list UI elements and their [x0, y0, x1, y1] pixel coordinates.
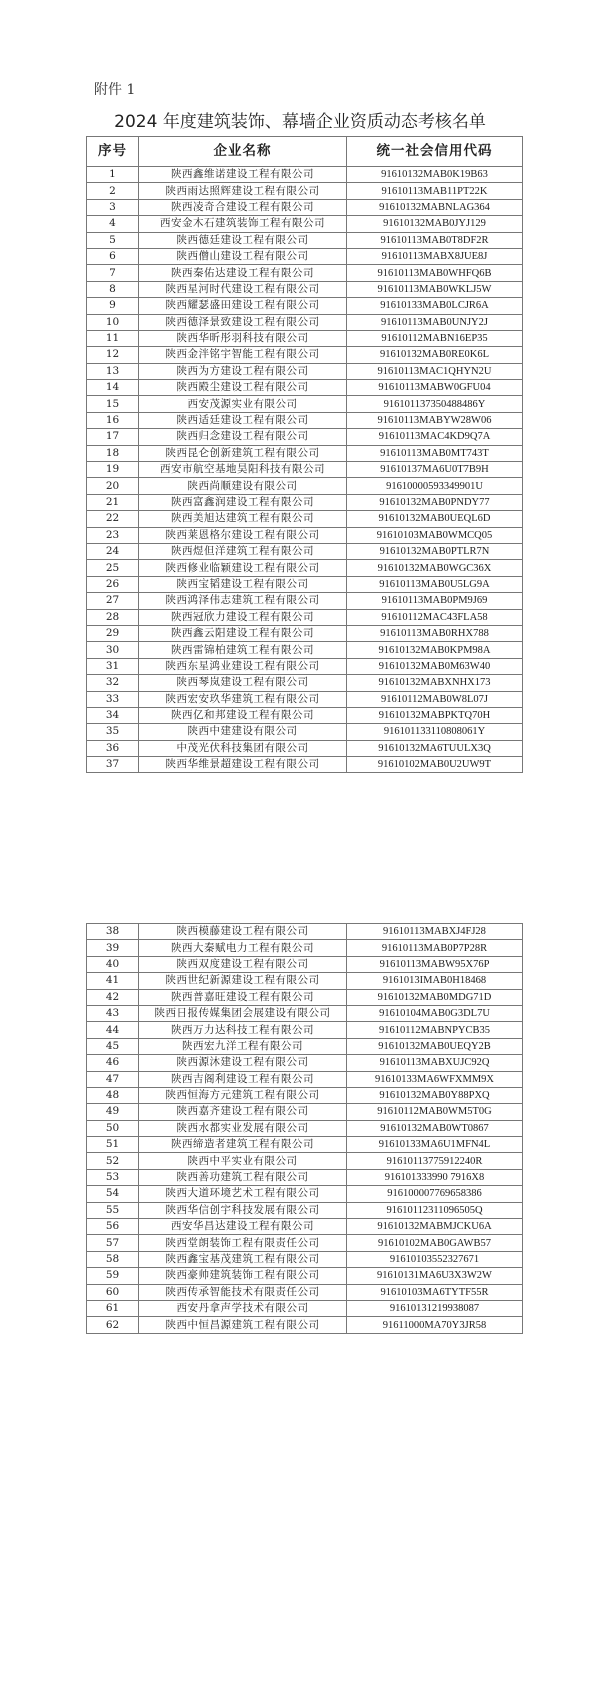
credit-code: 91610113MAB0WHFQ6B — [347, 265, 523, 281]
company-name: 西安市航空基地昊阳科技有限公司 — [139, 462, 347, 478]
company-name: 陕西鑫维诺建设工程有限公司 — [139, 167, 347, 183]
credit-code: 91610102MAB0U2UW9T — [347, 757, 523, 773]
table-row — [87, 609, 523, 625]
company-name: 陕西煜但洋建筑工程有限公司 — [139, 543, 347, 559]
credit-code: 91610132MAB0M63W40 — [347, 658, 523, 674]
table-row — [87, 265, 523, 281]
credit-code: 91610103552327671 — [347, 1251, 523, 1267]
credit-code: 91610113MAB0WKLJ5W — [347, 281, 523, 297]
company-name: 陕西世纪新源建设工程有限公司 — [139, 973, 347, 989]
credit-code: 91610132MA6TUULX3Q — [347, 740, 523, 756]
row-index: 36 — [87, 740, 139, 756]
row-index: 19 — [87, 462, 139, 478]
row-index: 39 — [87, 940, 139, 956]
row-index: 46 — [87, 1055, 139, 1071]
company-name: 陕西中平实业有限公司 — [139, 1153, 347, 1169]
company-name: 陕西秦佑达建设工程有限公司 — [139, 265, 347, 281]
company-name: 陕西富鑫润建设工程有限公司 — [139, 494, 347, 510]
table-row — [87, 1153, 523, 1169]
table-row — [87, 281, 523, 297]
credit-code: 91610113MAB11PT22K — [347, 183, 523, 199]
credit-code: 916101137350488486Y — [347, 396, 523, 412]
table-row — [87, 216, 523, 232]
row-index: 10 — [87, 314, 139, 330]
company-name: 陕西吉阁利建设工程有限公司 — [139, 1071, 347, 1087]
table-row — [87, 973, 523, 989]
credit-code: 91610113MAB0U5LG9A — [347, 576, 523, 592]
table-row — [87, 232, 523, 248]
row-index: 41 — [87, 973, 139, 989]
company-name: 陕西归念建设工程有限公司 — [139, 429, 347, 445]
row-index: 28 — [87, 609, 139, 625]
credit-code: 91610112311096505Q — [347, 1202, 523, 1218]
credit-code: 91610113MABXJ4FJ28 — [347, 924, 523, 940]
credit-code: 91610112MAC43FLA58 — [347, 609, 523, 625]
table-row — [87, 1202, 523, 1218]
credit-code: 91610132MABMJCKU6A — [347, 1219, 523, 1235]
row-index: 57 — [87, 1235, 139, 1251]
document-title: 2024 年度建筑装饰、幕墙企业资质动态考核名单 — [114, 112, 486, 132]
row-index: 44 — [87, 1022, 139, 1038]
table-row — [87, 740, 523, 756]
table-row — [87, 1186, 523, 1202]
row-index: 55 — [87, 1202, 139, 1218]
row-index: 18 — [87, 445, 139, 461]
table-row — [87, 658, 523, 674]
credit-code: 91610113MAB0UNJY2J — [347, 314, 523, 330]
table-row — [87, 347, 523, 363]
company-name: 西安茂源实业有限公司 — [139, 396, 347, 412]
row-index: 12 — [87, 347, 139, 363]
row-index: 5 — [87, 232, 139, 248]
credit-code: 91610133MAB0LCJR6A — [347, 298, 523, 314]
company-name: 陕西美旭达建筑工程有限公司 — [139, 511, 347, 527]
table-row — [87, 380, 523, 396]
row-index: 34 — [87, 707, 139, 723]
company-name: 陕西中建建设有限公司 — [139, 724, 347, 740]
row-index: 52 — [87, 1153, 139, 1169]
table-row — [87, 1071, 523, 1087]
company-name: 陕西中恒昌源建筑工程有限公司 — [139, 1317, 347, 1333]
credit-code: 91610103MA6TYTF55R — [347, 1284, 523, 1300]
row-index: 27 — [87, 593, 139, 609]
table-row — [87, 593, 523, 609]
company-name: 陕西鑫云阳建设工程有限公司 — [139, 625, 347, 641]
credit-code: 91610131219938087 — [347, 1300, 523, 1316]
row-index: 4 — [87, 216, 139, 232]
company-name: 陕西金泮铭宇智能工程有限公司 — [139, 347, 347, 363]
company-name: 陕西东星鸿业建设工程有限公司 — [139, 658, 347, 674]
roster-table-part-1 — [86, 136, 523, 773]
row-index: 11 — [87, 330, 139, 346]
table-row — [87, 363, 523, 379]
table-row — [87, 183, 523, 199]
row-index: 2 — [87, 183, 139, 199]
row-index: 54 — [87, 1186, 139, 1202]
header-index: 序号 — [87, 137, 139, 167]
company-name: 陕西嘉齐建设工程有限公司 — [139, 1104, 347, 1120]
table-row — [87, 1251, 523, 1267]
table-row — [87, 1005, 523, 1021]
credit-code: 91610113MABYW28W06 — [347, 412, 523, 428]
table-row — [87, 1104, 523, 1120]
table-row — [87, 298, 523, 314]
table-row — [87, 396, 523, 412]
table-row — [87, 543, 523, 559]
company-name: 陕西豪帅建筑装饰工程有限公司 — [139, 1268, 347, 1284]
company-name: 陕西冠欣力建设工程有限公司 — [139, 609, 347, 625]
company-name: 陕西尚顺建设有限公司 — [139, 478, 347, 494]
credit-code: 91610113MABW95X76P — [347, 956, 523, 972]
company-name: 陕西宝韬建设工程有限公司 — [139, 576, 347, 592]
credit-code: 91610113MABXUJC92Q — [347, 1055, 523, 1071]
company-name: 陕西恒海方元建筑工程有限公司 — [139, 1087, 347, 1103]
credit-code: 91610112MAB0WM5T0G — [347, 1104, 523, 1120]
credit-code: 91610103MAB0WMCQ05 — [347, 527, 523, 543]
row-index: 20 — [87, 478, 139, 494]
table-row — [87, 1219, 523, 1235]
credit-code: 9161013IMAB0H18468 — [347, 973, 523, 989]
table-row — [87, 1317, 523, 1333]
row-index: 47 — [87, 1071, 139, 1087]
table-row — [87, 462, 523, 478]
table-row — [87, 1284, 523, 1300]
credit-code: 91610113MAB0PM9J69 — [347, 593, 523, 609]
company-name: 陕西传承智能技术有限责任公司 — [139, 1284, 347, 1300]
table-row — [87, 576, 523, 592]
row-index: 8 — [87, 281, 139, 297]
table-row — [87, 1087, 523, 1103]
table-row — [87, 494, 523, 510]
row-index: 26 — [87, 576, 139, 592]
table-row — [87, 956, 523, 972]
company-name: 陕西华信创宇科技发展有限公司 — [139, 1202, 347, 1218]
row-index: 23 — [87, 527, 139, 543]
table-row — [87, 1235, 523, 1251]
company-name: 陕西缔造者建筑工程有限公司 — [139, 1137, 347, 1153]
credit-code: 916101333990 7916X8 — [347, 1169, 523, 1185]
company-name: 陕西宏九洋工程有限公司 — [139, 1038, 347, 1054]
row-index: 43 — [87, 1005, 139, 1021]
table-row — [87, 511, 523, 527]
row-index: 60 — [87, 1284, 139, 1300]
row-index: 14 — [87, 380, 139, 396]
table-row — [87, 560, 523, 576]
row-index: 15 — [87, 396, 139, 412]
row-index: 6 — [87, 248, 139, 264]
credit-code: 91610113MAC4KD9Q7A — [347, 429, 523, 445]
credit-code: 91610112MAB0W8L07J — [347, 691, 523, 707]
company-name: 陕西为方建设工程有限公司 — [139, 363, 347, 379]
company-name: 陕西亿和邦建设工程有限公司 — [139, 707, 347, 723]
row-index: 21 — [87, 494, 139, 510]
table-row — [87, 429, 523, 445]
credit-code: 91610132MAB0PTLR7N — [347, 543, 523, 559]
company-name: 陕西大秦赋电力工程有限公司 — [139, 940, 347, 956]
credit-code: 91610132MAB0WT0867 — [347, 1120, 523, 1136]
company-name: 陕西昆仑创新建筑工程有限公司 — [139, 445, 347, 461]
row-index: 59 — [87, 1268, 139, 1284]
table-row — [87, 412, 523, 428]
company-name: 中茂光伏科技集团有限公司 — [139, 740, 347, 756]
row-index: 3 — [87, 199, 139, 215]
row-index: 16 — [87, 412, 139, 428]
row-index: 38 — [87, 924, 139, 940]
company-name: 陕西雨达照辉建设工程有限公司 — [139, 183, 347, 199]
row-index: 30 — [87, 642, 139, 658]
table-row — [87, 675, 523, 691]
credit-code: 91610132MAB0JYJ129 — [347, 216, 523, 232]
company-name: 西安金木石建筑装饰工程有限公司 — [139, 216, 347, 232]
credit-code: 91610132MAB0UEQL6D — [347, 511, 523, 527]
company-name: 陕西莱恩格尔建设工程有限公司 — [139, 527, 347, 543]
company-name: 陕西星河时代建设工程有限公司 — [139, 281, 347, 297]
table-row — [87, 1268, 523, 1284]
row-index: 22 — [87, 511, 139, 527]
row-index: 24 — [87, 543, 139, 559]
company-name: 陕西凌奇合建设工程有限公司 — [139, 199, 347, 215]
table-row — [87, 248, 523, 264]
company-name: 陕西普嘉旺建设工程有限公司 — [139, 989, 347, 1005]
company-name: 陕西大道环境艺术工程有限公司 — [139, 1186, 347, 1202]
company-name: 西安丹拿声学技术有限公司 — [139, 1300, 347, 1316]
credit-code: 91610131MA6U3X3W2W — [347, 1268, 523, 1284]
credit-code: 91610112MABN16EP35 — [347, 330, 523, 346]
credit-code: 91610132MAB0RE0K6L — [347, 347, 523, 363]
credit-code: 91610133MA6WFXMM9X — [347, 1071, 523, 1087]
credit-code: 91610132MAB0PNDY77 — [347, 494, 523, 510]
row-index: 40 — [87, 956, 139, 972]
credit-code: 916100007769658386 — [347, 1186, 523, 1202]
credit-code: 91610112MABNPYCB35 — [347, 1022, 523, 1038]
row-index: 37 — [87, 757, 139, 773]
company-name: 陕西日报传媒集团会展建设有限公司 — [139, 1005, 347, 1021]
credit-code: 91610132MAB0Y88PXQ — [347, 1087, 523, 1103]
row-index: 35 — [87, 724, 139, 740]
table-row — [87, 1300, 523, 1316]
attachment-label: 附件 1 — [94, 82, 136, 98]
table-row — [87, 445, 523, 461]
credit-code: 91610102MAB0GAWB57 — [347, 1235, 523, 1251]
company-name: 陕西华昕彤羽科技有限公司 — [139, 330, 347, 346]
company-name: 陕西华维景超建设工程有限公司 — [139, 757, 347, 773]
company-name: 陕西万力达科技工程有限公司 — [139, 1022, 347, 1038]
table-row — [87, 724, 523, 740]
company-name: 陕西雷锦柏建筑工程有限公司 — [139, 642, 347, 658]
company-name: 陕西琴岚建设工程有限公司 — [139, 675, 347, 691]
table-row — [87, 757, 523, 773]
row-index: 49 — [87, 1104, 139, 1120]
row-index: 25 — [87, 560, 139, 576]
credit-code: 916101133110808061Y — [347, 724, 523, 740]
company-name: 陕西德廷建设工程有限公司 — [139, 232, 347, 248]
table-row — [87, 199, 523, 215]
row-index: 48 — [87, 1087, 139, 1103]
company-name: 陕西宏安玖华建筑工程有限公司 — [139, 691, 347, 707]
company-name: 陕西双度建设工程有限公司 — [139, 956, 347, 972]
table-row — [87, 478, 523, 494]
row-index: 62 — [87, 1317, 139, 1333]
company-name: 陕西水都实业发展有限公司 — [139, 1120, 347, 1136]
row-index: 17 — [87, 429, 139, 445]
company-name: 陕西耀瑟盛田建设工程有限公司 — [139, 298, 347, 314]
roster-table-part-2 — [86, 923, 523, 1334]
table-row — [87, 1137, 523, 1153]
credit-code: 91610132MABXNHX173 — [347, 675, 523, 691]
company-name: 陕西源沐建设工程有限公司 — [139, 1055, 347, 1071]
credit-code: 91610000593349901U — [347, 478, 523, 494]
company-name: 陕西鸿泽伟志建筑工程有限公司 — [139, 593, 347, 609]
table-row — [87, 330, 523, 346]
company-name: 陕西适廷建设工程有限公司 — [139, 412, 347, 428]
credit-code: 91610113MAC1QHYN2U — [347, 363, 523, 379]
header-credit-code: 统一社会信用代码 — [347, 137, 523, 167]
table-row — [87, 1022, 523, 1038]
table-row — [87, 527, 523, 543]
row-index: 13 — [87, 363, 139, 379]
credit-code: 91610137MA6U0T7B9H — [347, 462, 523, 478]
row-index: 53 — [87, 1169, 139, 1185]
company-name: 陕西殿尘建设工程有限公司 — [139, 380, 347, 396]
credit-code: 91610132MAB0WGC36X — [347, 560, 523, 576]
credit-code: 91610132MAB0K19B63 — [347, 167, 523, 183]
row-index: 1 — [87, 167, 139, 183]
company-name: 陕西鑫宝基茂建筑工程有限公司 — [139, 1251, 347, 1267]
company-name: 陕西堂朗装饰工程有限责任公司 — [139, 1235, 347, 1251]
table-row — [87, 1055, 523, 1071]
company-name: 陕西善功建筑工程有限公司 — [139, 1169, 347, 1185]
row-index: 31 — [87, 658, 139, 674]
table-row — [87, 940, 523, 956]
company-name: 陕西僧山建设工程有限公司 — [139, 248, 347, 264]
row-index: 45 — [87, 1038, 139, 1054]
credit-code: 91610132MAB0KPM98A — [347, 642, 523, 658]
header-company-name: 企业名称 — [139, 137, 347, 167]
credit-code: 91610133MA6U1MFN4L — [347, 1137, 523, 1153]
row-index: 51 — [87, 1137, 139, 1153]
table-header-row — [87, 137, 523, 167]
table-row — [87, 707, 523, 723]
table-row — [87, 691, 523, 707]
credit-code: 91610113MAB0RHX788 — [347, 625, 523, 641]
credit-code: 91611000MA70Y3JR58 — [347, 1317, 523, 1333]
credit-code: 91610113MAB0T8DF2R — [347, 232, 523, 248]
credit-code: 91610132MAB0UEQY2B — [347, 1038, 523, 1054]
credit-code: 91610132MABPKTQ70H — [347, 707, 523, 723]
credit-code: 91610104MAB0G3DL7U — [347, 1005, 523, 1021]
row-index: 33 — [87, 691, 139, 707]
row-index: 7 — [87, 265, 139, 281]
row-index: 61 — [87, 1300, 139, 1316]
table-row — [87, 642, 523, 658]
row-index: 56 — [87, 1219, 139, 1235]
company-name: 陕西模藤建设工程有限公司 — [139, 924, 347, 940]
table-row — [87, 314, 523, 330]
company-name: 西安华昌达建设工程有限公司 — [139, 1219, 347, 1235]
table-row — [87, 625, 523, 641]
row-index: 58 — [87, 1251, 139, 1267]
row-index: 32 — [87, 675, 139, 691]
row-index: 29 — [87, 625, 139, 641]
row-index: 42 — [87, 989, 139, 1005]
company-name: 陕西修业临颖建设工程有限公司 — [139, 560, 347, 576]
credit-code: 91610113MABW0GFU04 — [347, 380, 523, 396]
table-row — [87, 167, 523, 183]
credit-code: 91610113775912240R — [347, 1153, 523, 1169]
company-name: 陕西德泽景致建设工程有限公司 — [139, 314, 347, 330]
table-row — [87, 989, 523, 1005]
credit-code: 91610113MAB0MT743T — [347, 445, 523, 461]
table-row — [87, 1038, 523, 1054]
credit-code: 91610113MAB0P7P28R — [347, 940, 523, 956]
table-row — [87, 1169, 523, 1185]
table-row — [87, 1120, 523, 1136]
credit-code: 91610132MAB0MDG71D — [347, 989, 523, 1005]
credit-code: 91610132MABNLAG364 — [347, 199, 523, 215]
row-index: 9 — [87, 298, 139, 314]
table-row — [87, 924, 523, 940]
row-index: 50 — [87, 1120, 139, 1136]
credit-code: 91610113MABX8JUE8J — [347, 248, 523, 264]
